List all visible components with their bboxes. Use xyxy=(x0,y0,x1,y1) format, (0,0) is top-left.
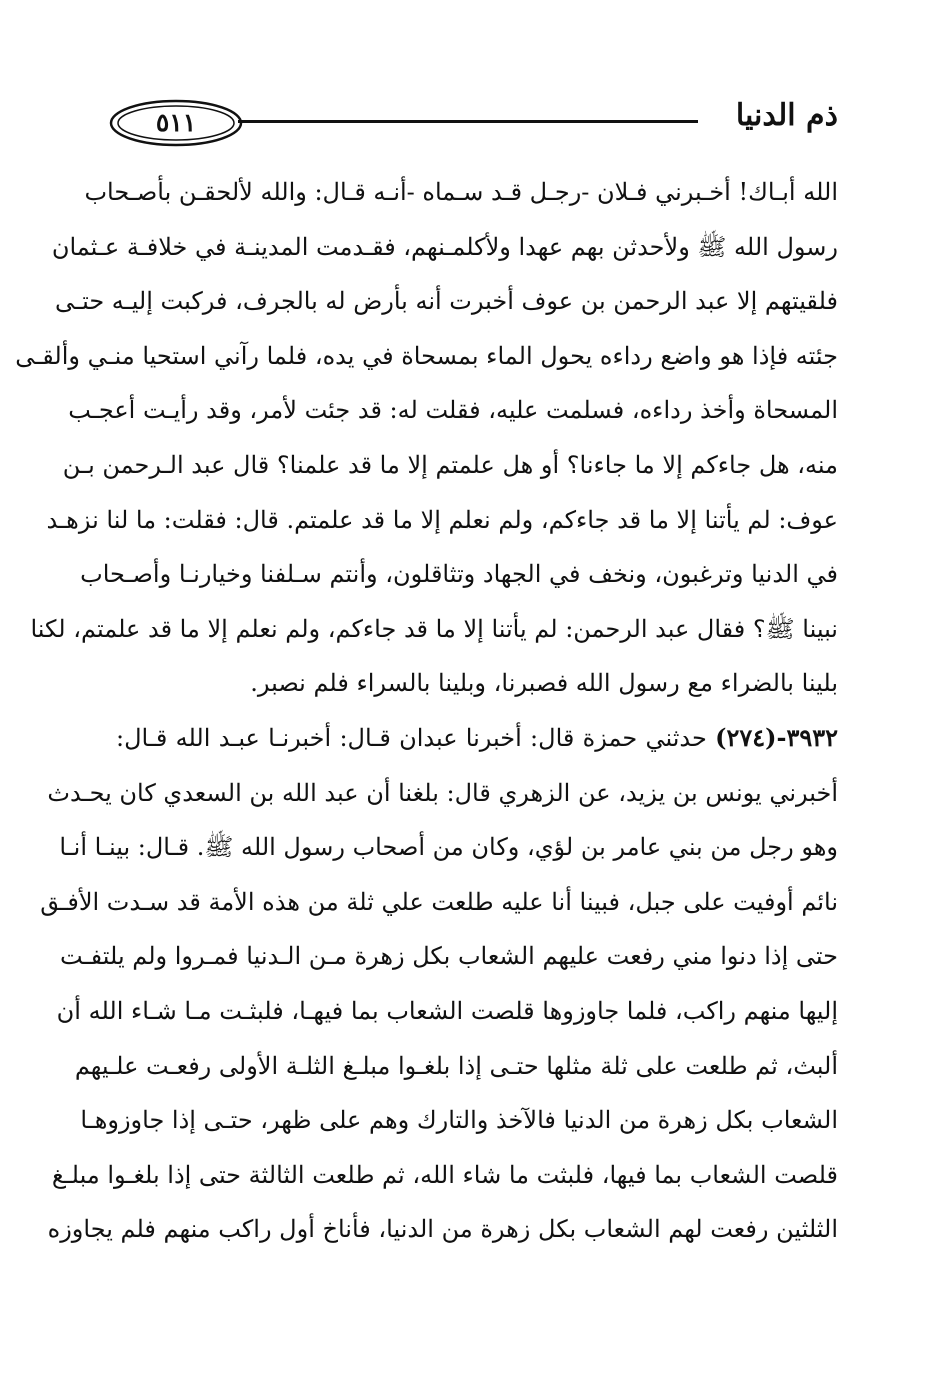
text-line: فلقيتهم إلا عبد الرحمن بن عوف أخبرت أنه بأرض له بالجرف، فركبت إليـه حتـى xyxy=(55,287,838,316)
running-header xyxy=(108,90,838,160)
page-number-badge xyxy=(108,98,244,148)
text-line: وهو رجل من بني عامر بن لؤي، وكان من أصحاب رسول الله ﷺ. قـال: بينـا أنـا xyxy=(59,833,838,862)
text-line: رسول الله ﷺ ولأحدثن بهم عهدا ولأكلمـنهم، فقـدمت المدينـة في خلافـة عـثمان xyxy=(51,232,838,261)
text-line: بلينا بالضراء مع رسول الله فصبرنا، وبلينا بالسراء فلم نصبر. xyxy=(250,669,838,698)
text-line: في الدنيا وترغبون، ونخف في الجهاد وتثاقلون، وأنتم سـلفنا وخيارنـا وأصـحاب xyxy=(80,560,838,589)
text-line: نبينا ﷺ؟ فقال عبد الرحمن: لم يأتنا إلا ما قد جاءكم، ولم نعلم إلا ما قد علمتم، لكنا xyxy=(30,614,838,643)
text-line: إليها منهم راكب، فلما جاوزوها قلصت الشعاب بما فيهـا، فلبثـت مـا شـاء الله أن xyxy=(56,996,838,1025)
text-line: المسحاة وأخذ رداءه، فسلمت عليه، فقلت له: قد جئت لأمر، وقد رأيـت أعجـب xyxy=(68,396,838,425)
hadith-first-line-text: حدثني حمزة قال: أخبرنا عبدان قـال: أخبرنـا عبـد الله قـال: xyxy=(116,723,716,752)
page-number: ٥١١ xyxy=(155,108,197,137)
hadith-first-line xyxy=(116,711,838,766)
chapter-title: ذم الدنيا xyxy=(735,98,838,133)
text-line: جئته فإذا هو واضع رداءه يحول الماء بمسحاة في يده، فلما رآني استحيا منـي وألقـى xyxy=(15,341,838,370)
text-line: أخبرني يونس بن يزيد، عن الزهري قال: بلغنا أن عبد الله بن السعدي كان يحـدث xyxy=(47,778,838,807)
text-line: الله أبـاك! أخـبرني فـلان -رجـل قـد سـماه -أنـه قـال: والله لألحقـن بأصـحاب xyxy=(84,178,838,206)
text-line: منه، هل جاءكم إلا ما جاءنا؟ أو هل علمتم إلا ما قد علمنا؟ قال عبد الـرحمن بـن xyxy=(62,450,838,479)
text-line: عوف: لم يأتنا إلا ما قد جاءكم، ولم نعلم إلا ما قد علمتم. قال: فقلت: ما لنا نزهـد xyxy=(46,505,838,534)
text-line: قلصت الشعاب بما فيها، فلبثت ما شاء الله، ثم طلعت الثالثة حتى إذا بلغـوا مبلـغ xyxy=(51,1160,838,1189)
body-text xyxy=(15,165,838,1257)
text-line: الشعاب بكل زهرة من الدنيا فالآخذ والتارك وهم على ظهر، حتـى إذا جاوزوهـا xyxy=(80,1106,838,1135)
text-line: الثلثين رفعت لهم الشعاب بكل زهرة من الدنيا، فأناخ أول راكب منهم فلم يجاوزه xyxy=(47,1215,838,1244)
text-line: ألبث، ثم طلعت على ثلة مثلها حتـى إذا بلغـوا مبلـغ الثلـة الأولى رفعـت علـيهم xyxy=(74,1051,838,1080)
hadith-number: ٣٩٣٢-(٢٧٤) xyxy=(715,722,838,752)
text-line: نائم أوفيت على جبل، فبينا أنا عليه طلعت علي ثلة من هذه الأمة قد سـدت الأفـق xyxy=(40,887,838,916)
header-rule xyxy=(238,120,698,123)
text-line: حتى إذا دنوا مني رفعت عليهم الشعاب بكل زهرة مـن الـدنيا فمـروا ولم يلتفـت xyxy=(60,942,838,971)
